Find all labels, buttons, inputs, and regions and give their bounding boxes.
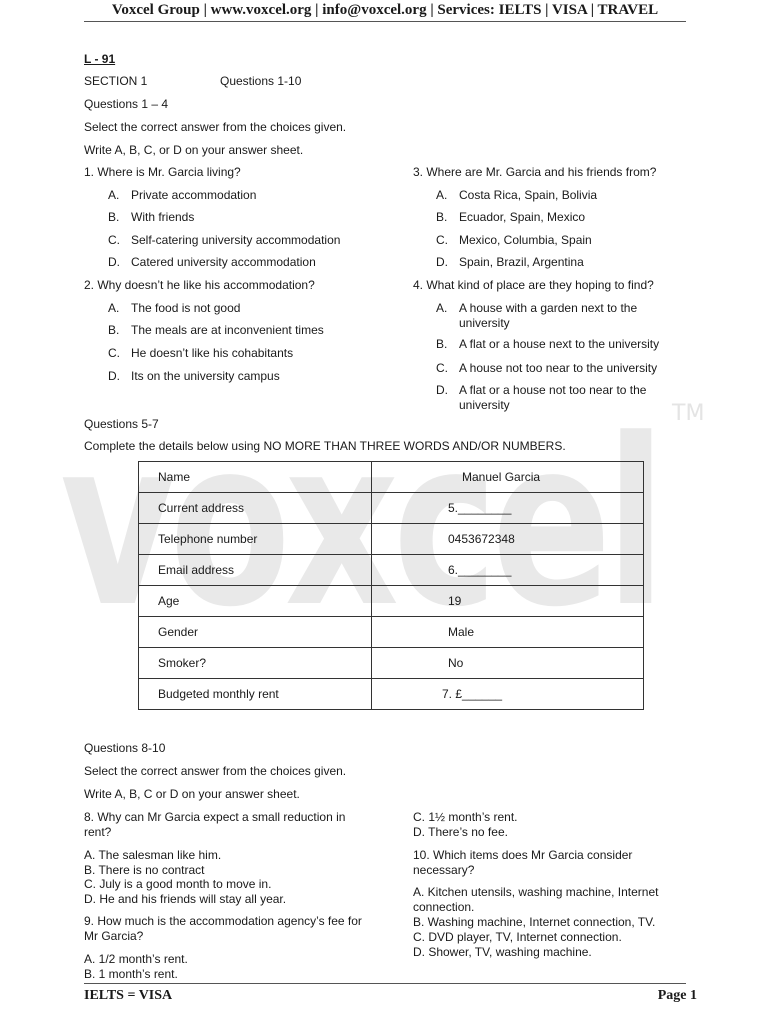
q4-option-c: C. A house not too near to the university — [436, 361, 658, 375]
q10-option-b: B. Washing machine, Internet connection, TV. — [413, 915, 656, 929]
q3-option-a: A. Costa Rica, Spain, Bolivia — [436, 188, 598, 202]
row-label: Current address — [139, 493, 372, 524]
question-3: 3. Where are Mr. Garcia and his friends from? — [413, 165, 657, 179]
question-8: 8. Why can Mr Garcia expect a small reduction in rent? — [84, 810, 346, 839]
table-row — [139, 648, 644, 679]
questions-5-7-heading: Questions 5-7 — [84, 417, 159, 431]
watermark-word: voxcel — [60, 398, 660, 633]
footer-divider — [84, 983, 686, 984]
q8-option-b: B. There is no contract — [84, 863, 205, 877]
q2-option-a: A. The food is not good — [108, 301, 241, 315]
question-4: 4. What kind of place are they hoping to find? — [413, 278, 654, 292]
row-value: Male — [372, 617, 644, 648]
q10-option-a: A. Kitchen utensils, washing machine, Internet connection. — [413, 885, 659, 914]
watermark-tm: TM — [672, 401, 705, 426]
table-row — [139, 586, 644, 617]
table-row — [139, 617, 644, 648]
q4-option-b: B. A flat or a house next to the university — [436, 337, 660, 351]
q8-option-d: D. He and his friends will stay all year. — [84, 892, 287, 906]
q4-option-a: A. A house with a garden next to the university — [436, 301, 638, 330]
answer-blank-5: 5.________ — [372, 493, 644, 524]
q8-option-c: C. July is a good month to move in. — [84, 877, 272, 891]
question-1: 1. Where is Mr. Garcia living? — [84, 165, 241, 179]
q9-option-b: B. 1 month’s rent. — [84, 967, 178, 981]
questions-8-10-heading: Questions 8-10 — [84, 741, 166, 755]
row-label: Name — [139, 462, 372, 493]
table-row — [139, 462, 644, 493]
table-row — [139, 555, 644, 586]
questions-1-4-heading: Questions 1 – 4 — [84, 97, 169, 111]
q9-option-d: D. There’s no fee. — [413, 825, 508, 839]
q1-option-a: A. Private accommodation — [108, 188, 257, 202]
page-header: Voxcel Group | www.voxcel.org | info@voxcel.org | Services: IELTS | VISA | TRAVEL — [111, 2, 659, 18]
row-label: Gender — [139, 617, 372, 648]
row-label: Age — [139, 586, 372, 617]
answer-blank-7: 7. £______ — [372, 679, 644, 710]
q4-option-d: D. A flat or a house not too near to the university — [436, 383, 647, 412]
q2-option-d: D. Its on the university campus — [108, 369, 280, 383]
row-label: Smoker? — [139, 648, 372, 679]
q3-option-c: C. Mexico, Columbia, Spain — [436, 233, 592, 247]
q1-option-c: C. Self-catering university accommodation — [108, 233, 341, 247]
row-value: 0453672348 — [372, 524, 644, 555]
row-value: Manuel Garcia — [372, 462, 644, 493]
section-title: SECTION 1 — [84, 74, 148, 88]
question-2: 2. Why doesn’t he like his accommodation? — [84, 278, 315, 292]
question-9: 9. How much is the accommodation agency’s fee for Mr Garcia? — [84, 914, 362, 943]
row-label: Email address — [139, 555, 372, 586]
q9-option-a: A. 1/2 month’s rent. — [84, 952, 188, 966]
q10-option-d: D. Shower, TV, washing machine. — [413, 945, 592, 959]
q10-option-c: C. DVD player, TV, Internet connection. — [413, 930, 622, 944]
instruction-write-2: Write A, B, C or D on your answer sheet. — [84, 787, 300, 801]
q2-option-b: B. The meals are at inconvenient times — [108, 323, 324, 337]
q1-option-d: D. Catered university accommodation — [108, 255, 316, 269]
table-row — [139, 493, 644, 524]
q8-option-a: A. The salesman like him. — [84, 848, 222, 862]
instruction-write: Write A, B, C, or D on your answer sheet. — [84, 143, 304, 157]
table-row — [139, 524, 644, 555]
page-number: Page 1 — [657, 988, 697, 1003]
q3-option-b: B. Ecuador, Spain, Mexico — [436, 210, 586, 224]
row-value: 19 — [372, 586, 644, 617]
row-label: Budgeted monthly rent — [139, 679, 372, 710]
test-code: L - 91 — [84, 52, 116, 66]
q2-option-c: C. He doesn’t like his cohabitants — [108, 346, 294, 360]
q1-option-b: B. With friends — [108, 210, 195, 224]
questions-5-7-instruction: Complete the details below using NO MORE THAN THREE WORDS AND/OR NUMBERS. — [84, 439, 566, 453]
table-row — [139, 679, 644, 710]
question-10: 10. Which items does Mr Garcia consider necessary? — [413, 848, 633, 877]
q3-option-d: D. Spain, Brazil, Argentina — [436, 255, 584, 269]
row-label: Telephone number — [139, 524, 372, 555]
header-divider — [84, 21, 686, 22]
answer-blank-6: 6.________ — [372, 555, 644, 586]
details-table — [138, 461, 644, 710]
q9-option-c: C. 1½ month’s rent. — [413, 810, 518, 824]
instruction-select: Select the correct answer from the choices given. — [84, 120, 347, 134]
instruction-select-2: Select the correct answer from the choices given. — [84, 764, 347, 778]
footer-slogan: IELTS = VISA — [84, 988, 173, 1003]
section-range: Questions 1-10 — [220, 74, 302, 88]
row-value: No — [372, 648, 644, 679]
